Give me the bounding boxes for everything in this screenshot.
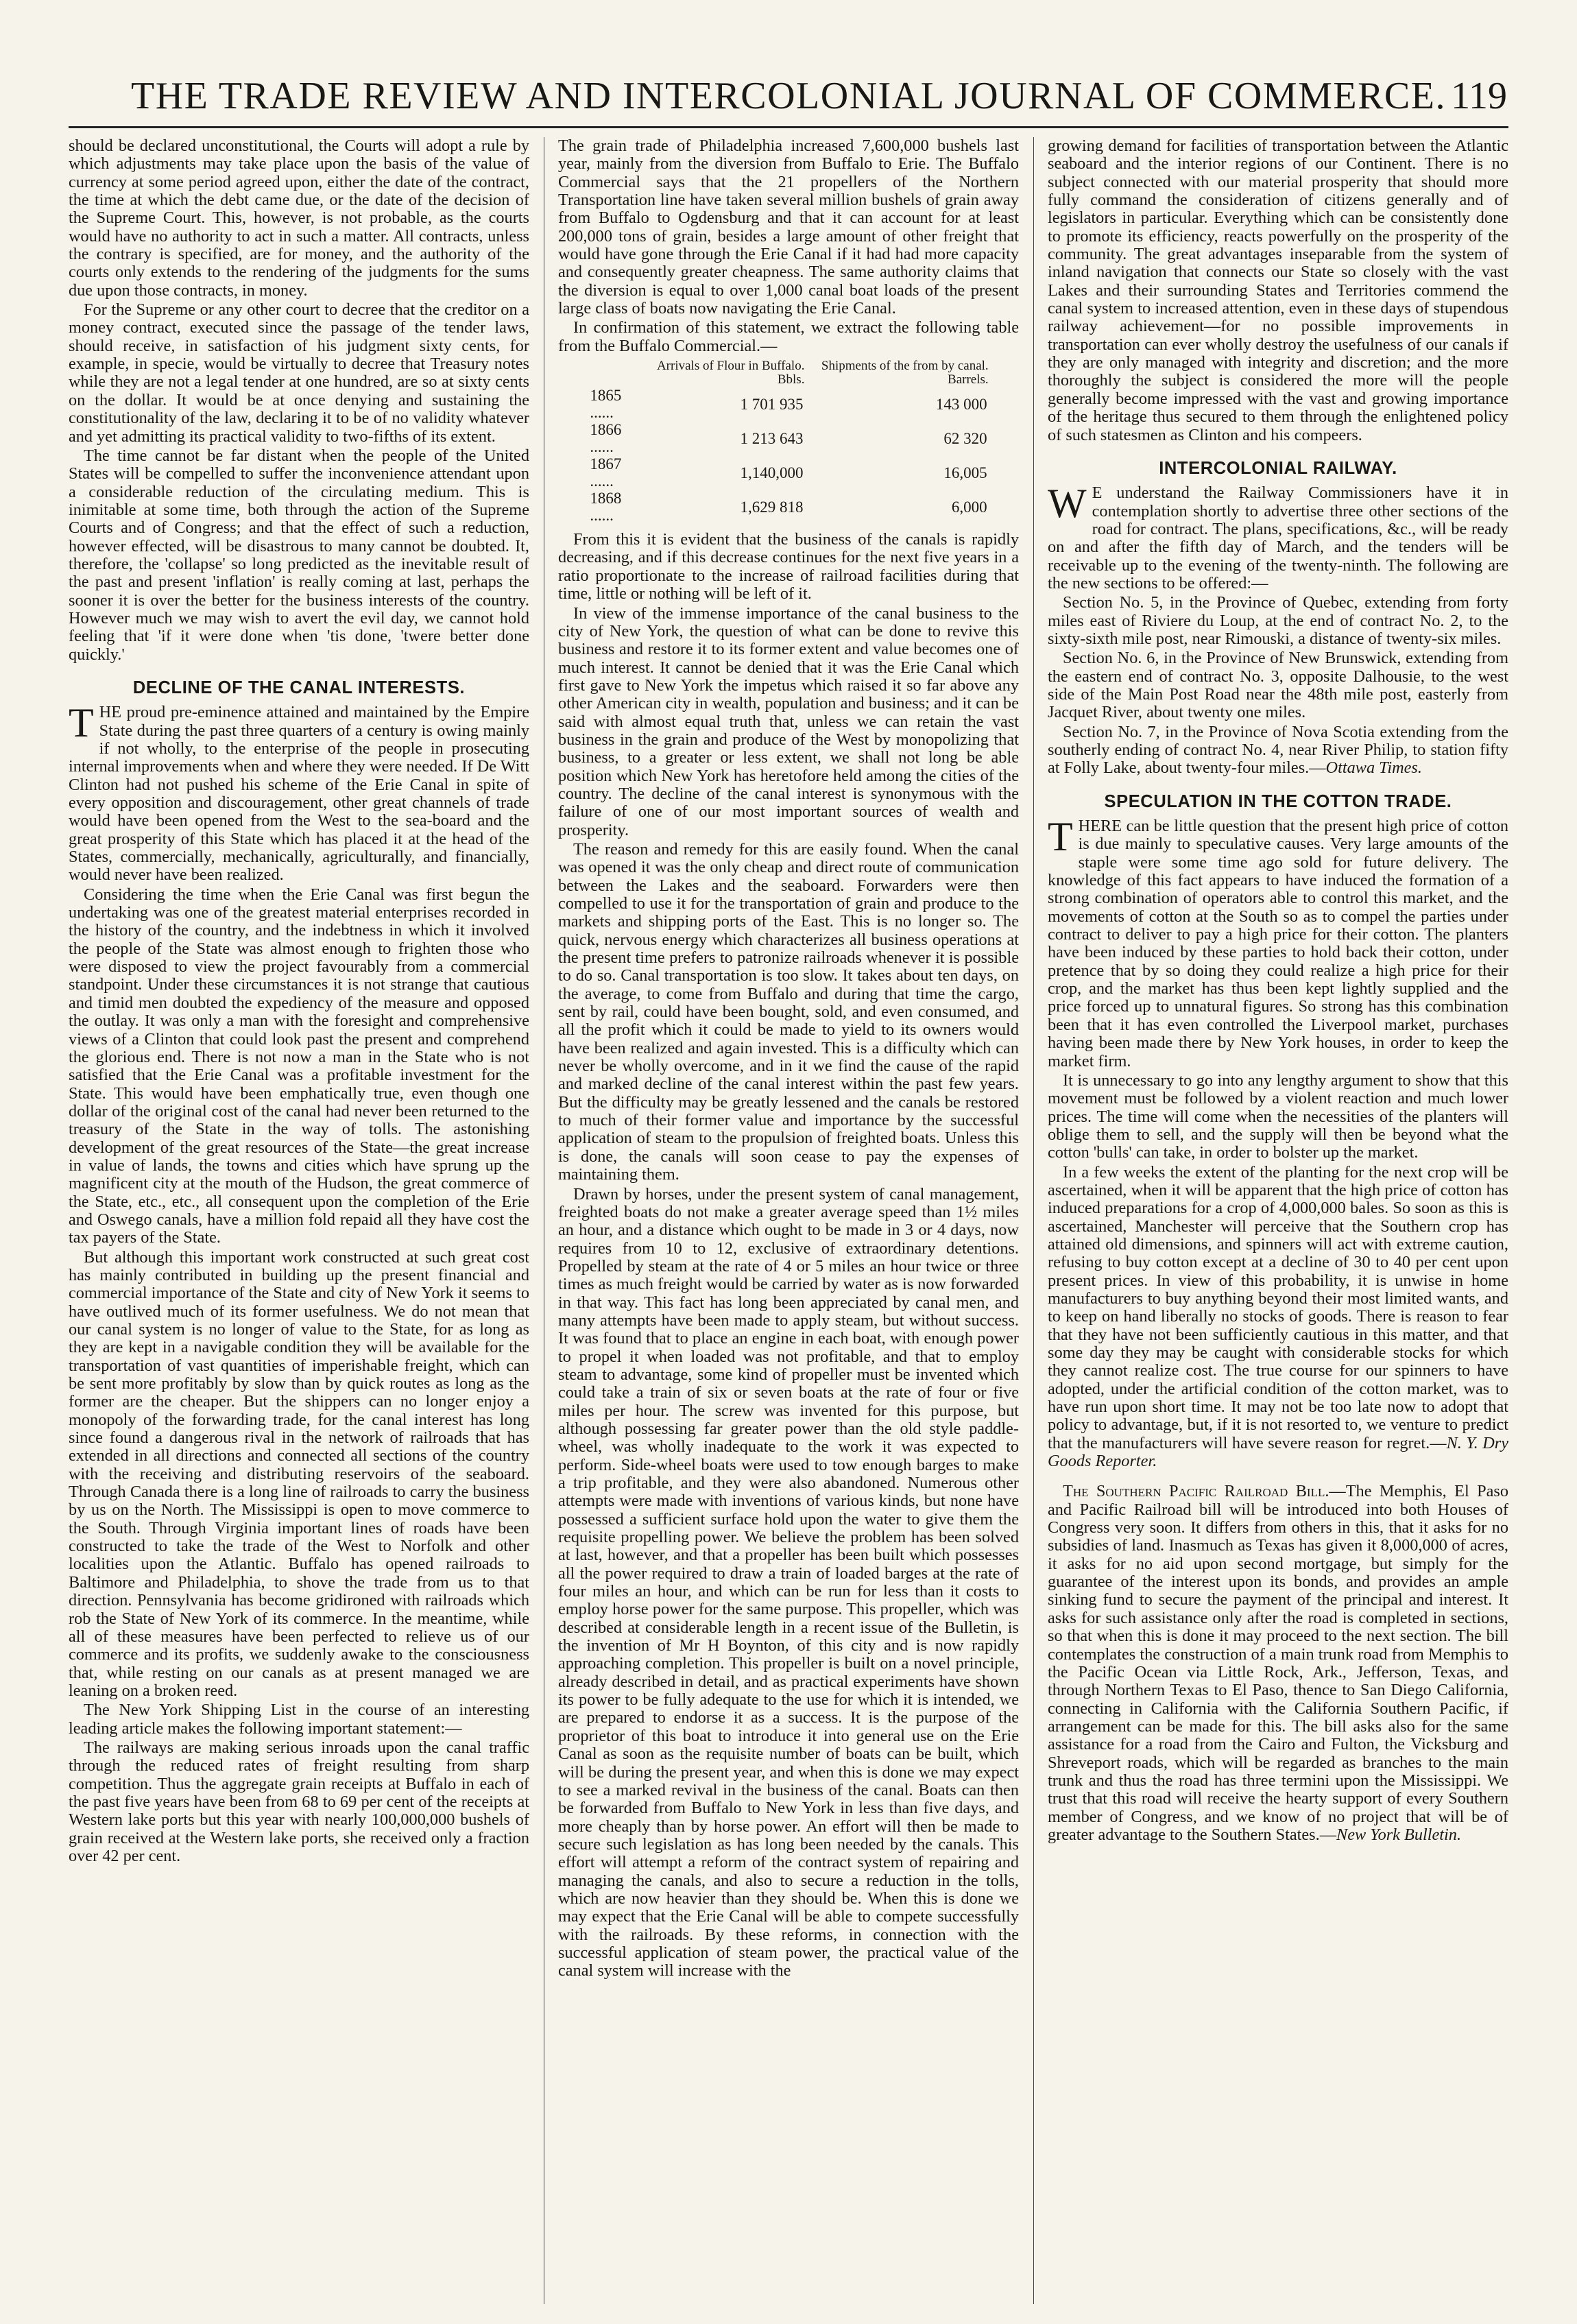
paragraph-text: In a few weeks the extent of the planting for the next crop will be ascertained, when it will be apparent that the high price of cotton has induced preparations for a crop of 4,000,000 bales. So soon as this is ascertained, Manchester will perceive that the Southern crop has attained old dimensions, and spinners will act with extreme caution, refusing to buy cotton except at a decline of 30 to 40 per cent upon present prices. In view of this probability, it is unwise in home manufacturers to buy anything beyond their most limited wants, and to keep on hand liberally no stocks of goods. There is reason to fear that they have not been sufficiently cautious in this matter, and that some day they may be caught with considerable stocks for which they cannot realize cost. The true course for our spinners to have adopted, under the artificial condition of the cotton market, was to have run upon short time. It may not be too late now to adopt that policy to advantage, but, if it is not resorted to, we venture to predict that the manufacturers will have severe reason for regret.—: [1048, 1162, 1508, 1452]
paragraph-text: —The Memphis, El Paso and Pacific Railroad bill will be introduced into both Houses of Congress very soon. It differs from others in this, that it asks for no subsidies of land. Inasmuch as Texas has given it 8,000,000 of acres, it asks for no aid upon second mortgage, but simply for the guarantee of the interest upon its bonds, and provides an ample sinking fund to secure the payment of the principal and interest. It asks for such assistance only after the road is completed in sections, so that when this is done it may proceed to the next section. The bill contemplates the construction of a main trunk road from Memphis to the Pacific Ocean via Little Rock, Ark., Jefferson, Texas, and through Northern Texas to El Paso, thence to San Diego California, connecting in California with the California Southern Pacific, if arrangement can be made for this. The bill asks also for the same assistance for a road from the Cairo and Fulton, the Vicksburg and Shreveport roads, which will be regarded as branches to the main trunk and thus the road has three termini upon the Mississippi. We trust that this road will receive the hearty support of every Southern member of Congress, and we know of no project that will be of greater advantage to the Southern States.—: [1048, 1482, 1508, 1844]
table-row: [586, 490, 991, 524]
heading-canal-interests: DECLINE OF THE CANAL INTERESTS.: [132, 678, 466, 697]
paragraph-text: HERE can be little question that the present high price of cotton is due mainly to speculative causes. Very large amounts of the staple were some time ago sold for future delivery. The knowledge of this fact appears to have induced the formation of a strong combination of operators able to control this market, and the movements of cotton at the South so as to compel the parties under contract to deliver to pay a high price for their cotton. The planters have been induced by these parties to hold back their cotton, under pretence that by so doing they could realize a high price for their crop, and the market has thus been kept lightly supplied and the price forced up to unnatural figures. So strong has this combination been that it has even controlled the Liverpool market, purchases having been made there by New York houses, in order to keep the market firm.: [1048, 817, 1508, 1070]
paragraph: The New York Shipping List in the course of an interesting leading article makes the following important statement:—: [69, 1701, 529, 1738]
paragraph: Section No. 6, in the Province of New Brunswick, extending from the eastern end of contract No. 3, opposite Dalhousie, to the west side of the Main Post Road near the 48th mile post, easterly from Jacquet River, about twenty one miles.: [1048, 649, 1508, 722]
table-cell: 1 213 643: [740, 429, 804, 447]
table-header: [586, 359, 647, 387]
source-attribution: New York Bulletin.: [1336, 1825, 1462, 1844]
brief-lead: The Southern Pacific Railroad Bill.: [1063, 1482, 1329, 1501]
paragraph-text: Section No. 7, in the Province of Nova Scotia extending from the southerly ending of contract No. 4, near River Philip, to station fifty at Folly Lake, about twenty-four miles.—: [1048, 722, 1508, 778]
table-row: [586, 421, 991, 455]
paragraph: Considering the time when the Erie Canal was first begun the undertaking was one of the greatest material enterprises recorded in the history of the country, and the indebtness in which it involved the people of the State was almost enough to frighten those who were disposed to view the project favourably from a commercial standpoint. Under these circumstances it is not strange that cautious and timid men doubted the expediency of the measure and opposed the outlay. It was only a man with the foresight and comprehensive views of a Clinton that could look past the present and comprehend the glorious end. There is not now a man in the State who is not satisfied that the Erie Canal was a profitable investment for the State. This would have been emphatically true, even though one dollar of the original cost of the canal had never been returned to the treasury of the State in the way of tolls. The astonishing development of the great resources of the State—the great increase in value of lands, the towns and cities which have sprung up the magnificent city at the mouth of the Hudson, the great commerce of the State, etc., etc., all consequent upon the completion of the Erie and Oswego canals, have a million fold repaid all they have cost the tax payers of the State.: [69, 885, 529, 1247]
table-cell: 1 701 935: [740, 395, 804, 413]
paragraph: In confirmation of this statement, we extract the following table from the Buffalo Commercial.—: [558, 318, 1019, 355]
column-1: [69, 137, 529, 2304]
column-3: [1048, 137, 1508, 2304]
drop-cap: W: [1048, 481, 1087, 527]
paragraph: From this it is evident that the business of the canals is rapidly decreasing, and if this decrease continues for the next five years in a ratio proportionate to the increase of railroad facilities during that time, little or nothing will be left of it.: [558, 530, 1019, 603]
paragraph: But although this important work constructed at such great cost has mainly contributed in building up the present financial and commercial importance of the State and city of New York it seems to have outlived much of its former usefulness. We do not mean that our canal system is no longer of value to the State, for as long as they are kept in a navigable condition they will be available for the transportation of vast quantities of imperishable freight, which can be sent more profitably by slow than by quick routes as long as the former are the cheaper. But the shippers can no longer enjoy a monopoly of the forwarding trade, for the canal interest has long since found a dangerous rival in the network of railroads that has extended in all directions and connected all sections of the country with the receiving and distributing reservoirs of the seaboard. Through Canada there is a long line of railroads to carry the business by us on the North. The Mississippi is open to move commerce to the South. Through Virginia important lines of roads have been constructed to take the trade of the West to Norfolk and other localities upon the Atlantic. Buffalo has opened railroads to Baltimore and Philadelphia, to shove the trade from us to that direction. Pennsylvania has become gridironed with railroads which rob the State of New York of its commerce. In the meantime, while all of these measures have been perfected to relieve us of our commerce and its profits, we suddenly awake to the consciousness that, while resting on our canals as at present managed we are leaning on a broken reed.: [69, 1247, 529, 1700]
table-cell: 6,000: [951, 498, 987, 516]
paragraph: Section No. 5, in the Province of Quebec, extending from forty miles east of Riviere du Loup, at the end of contract No. 2, to the sixty-sixth mile post, near Rimouski, a distance of twenty-six miles.: [1048, 593, 1508, 648]
heading-intercolonial-railway: INTERCOLONIAL RAILWAY.: [1159, 458, 1397, 478]
table-cell: 1866 ......: [590, 421, 622, 456]
paragraph: It is unnecessary to go into any lengthy argument to show that this movement must be followed by a violent reaction and much lower prices. The time will come when the necessities of the planters will oblige them to sell, and the supply will then be beyond what the cotton 'bulls' can take, in order to bolster up the market.: [1048, 1070, 1508, 1162]
paragraph: [1048, 723, 1508, 778]
table-cell: 16,005: [943, 464, 987, 481]
paragraph: For the Supreme or any other court to decree that the creditor on a money contract, executed since the passage of the tender laws, should receive, in satisfaction of his judgment sixty cents, for example, in specie, would be virtually to decree that Treasury notes while they are not a legal tender at one hundred, are so at sixty cents on the dollar. It would be at once denying and sustaining the constitutionality of the law, declaring it to be of no validity whatever and yet admitting its practical validity to two-fifths of its extent.: [69, 300, 529, 446]
table-header: Shipments of the from by canal. Barrels.: [821, 359, 989, 387]
heading-cotton-speculation: SPECULATION IN THE COTTON TRADE.: [1104, 791, 1452, 811]
article-columns: [69, 137, 1508, 2304]
paragraph: [1048, 814, 1508, 1070]
drop-cap: T: [69, 700, 94, 746]
source-attribution: Ottawa Times.: [1325, 758, 1422, 778]
paragraph: [1048, 1164, 1508, 1471]
paragraph: [1048, 481, 1508, 592]
drop-cap: T: [1048, 814, 1073, 860]
journal-title: THE TRADE REVIEW AND INTERCOLONIAL JOURNAL OF COMMERCE.: [130, 75, 1446, 117]
column-divider: [1033, 137, 1034, 2304]
paragraph: growing demand for facilities of transportation between the Atlantic seaboard and the interior regions of our Continent. There is no subject connected with our material prosperity that should more fully command the consideration of citizens generally and of legislators in particular. Everything which can be consistently done to promote its efficiency, reacts powerfully on the prosperity of the community. The great advantages inseparable from the system of inland navigation that connects our State so closely with the vast Lakes and their surrounding States and Territories commend the canal system to increased attention, even in these days of stupendous railway achievement—for no possible improvements in transportation can ever wholly destroy the usefulness of our canals if they are only managed with integrity and discretion; and the more thoroughly the subject is considered the more will the people generally become impressed with the vast and growing importance of the heritage thus secured to them through the enlightened policy of such statesmen as Clinton and his compeers.: [1048, 137, 1508, 444]
table-row: [586, 455, 991, 490]
paragraph: The grain trade of Philadelphia increased 7,600,000 bushels last year, mainly from the diversion from Buffalo to Erie. The Buffalo Commercial says that the 21 propellers of the Northern Transportation line have taken several million bushels of grain away from Buffalo to Ogdensburg and that it can account for at least 200,000 tons of grain, besides a large amount of other freight that would have gone through the Erie Canal if it had had more capacity and consequently greater cheapness. The same authority claims that the diversion is equal to over 1,000 canal boat loads of the present large class of boats now navigating the Erie Canal.: [558, 137, 1019, 318]
paragraph: The railways are making serious inroads upon the canal traffic through the reduced rates of freight resulting from sharp competition. Thus the aggregate grain receipts at Buffalo in each of the past five years have been from 68 to 69 per cent of the receipts at Western lake ports but this year with nearly 100,000,000 bushels of grain received at the Western lake ports, she received only a fraction over 42 per cent.: [69, 1738, 529, 1865]
page-number: 119: [1451, 75, 1507, 117]
paragraph: The reason and remedy for this are easily found. When the canal was opened it was the only cheap and direct route of communication between the Lakes and the seaboard. Forwarders were then compelled to use it for the transportation of grain and produce to the markets and shipping ports of the East. This is no longer so. The quick, nervous energy which characterizes all business operations at the present time prefers to patronize railroads whenever it is possible to do so. Canal transportation is too slow. It takes about ten days, on the average, to come from Buffalo and during that time the cargo, sent by rail, could have been bought, sold, and even consumed, and all the profit which it could be made to yield to its owners would have been realized and again invested. This is a difficulty which can never be wholly overcome, and in it we find the cause of the rapid and marked decline of the canal interest within the past few years. But the difficulty may be greatly lessened and the canals be restored to much of their former value and importance by the successful application of steam to the propulsion of freighted boats. Unless this is done, the canals will soon cease to pay the expenses of maintaining them.: [558, 839, 1019, 1184]
paragraph: In view of the immense importance of the canal business to the city of New York, the question of what can be done to revive this business and restore it to its former extent and value becomes one of much interest. It cannot be denied that it was the Erie Canal which first gave to New York the impetus which raised it so far above any other American city in wealth, population and business; and it can be said with almost equal truth that, unless we can retain the vast business in the grain and produce of the West by monopolizing that business, to a greater or less extent, we shall not long be able position which New York has heretofore held among the cities of the country. The decline of the canal interest is synonymous with the failure of one of our most important sources of wealth and prosperity.: [558, 603, 1019, 839]
table-cell: 1868 ......: [590, 490, 622, 525]
table-header-row: [586, 359, 991, 387]
table-cell: 1,140,000: [740, 464, 804, 481]
paragraph: should be declared unconstitutional, the Courts will adopt a rule by which adjustments may take place upon the basis of the value of currency at some period agreed upon, either the date of the contract, the time at which the debt came due, or the date of the decision of the Supreme Court. This, however, is not probable, as the courts would have no authority to act in such a matter. All contracts, unless the contrary is specified, are for money, and the authority of the courts only extends to the rendering of the judgments for the sums due upon those contracts, in money.: [69, 137, 529, 300]
source-attribution: N. Y. Dry Goods Reporter.: [1048, 1433, 1508, 1471]
paragraph-text: E understand the Railway Commissioners have it in contemplation shortly to advertise three other sections of the road for contract. The plans, specifications, &c., will be ready on and after the fifth day of March, and the tenders will be receivable up to the evening of the twenty-ninth. The following are the new sections to be offered:—: [1048, 483, 1508, 592]
paragraph: Drawn by horses, under the present system of canal management, freighted boats do not make a greater average speed than 1½ miles an hour, and a distance which ought to be made in 3 or 4 days, now requires from 10 to 12, exclusive of extraordinary detentions. Propelled by steam at the rate of 4 or 5 miles an hour twice or three times as much freight would be carried by water as is now forwarded in that way. This fact has long been appreciated by canal men, and many attempts have been made to apply steam, but without success. It was found that to place an engine in each boat, with enough power to propel it when loaded was not profitable, and that to employ steam to advantage, some kind of propeller must be invented which could take a train of six or seven boats at the rate of four or five miles per hour. The screw was invented for this purpose, but although possessing far greater power than the old style paddle-wheel, was wholly inadequate to the work it was expected to perform. Side-wheel boats were used to tow enough barges to make a trip profitable, and they were also abandoned. Numerous other attempts were made with inventions of various kinds, but none have possessed a sufficient surface hold upon the water to give them the requisite propelling power. We believe the problem has been solved at last, however, and that a propeller has been built which possesses all the power required to draw a train of loaded barges at the rate of four miles an hour, and which can be run for less than it costs to employ horse power for the same purpose. This propeller, which was described at considerable length in a recent issue of the Bulletin, is the invention of Mr H Boynton, of this city and is now rapidly approaching completion. This propeller is built on a novel principle, already described in detail, and as practical experiments have shown its power to be fully adequate to the use for which it is intended, we are prepared to endorse it as a success. It is the purpose of the proprietor of this boat to introduce it into general use on the Erie Canal as soon as the requisite number of boats can be built, which will be during the present year, and when this is done we may expect to see a marked revival in the business of the canal. Boats can then be forwarded from Buffalo to New York in less than five days, and more cheaply than by horse power. An effort will then be made to secure such legislation as has long been needed by the canals. This effort will attempt a reform of the contract system of repairing and managing the canals, and also to secure a reduction in the tolls, which are now heavier than they should be. When this is done we may expect that the Erie Canal will be able to compete successfully with the railroads. By these reforms, in connection with the successful application of steam power, the practical value of the canal system will increase with the: [558, 1184, 1019, 1980]
table-header: Arrivals of Flour in Buffalo. Bbls.: [656, 359, 805, 387]
paragraph: [1048, 1483, 1508, 1844]
table-cell: 143 000: [935, 395, 987, 413]
flour-arrivals-table: [586, 359, 991, 524]
table-row: [586, 387, 991, 421]
paragraph: [69, 700, 529, 885]
table-cell: 62 320: [943, 429, 987, 447]
table-cell: 1867 ......: [590, 455, 622, 490]
column-2: [558, 137, 1019, 2304]
table-cell: 1,629 818: [740, 498, 804, 516]
paragraph: The time cannot be far distant when the people of the United States will be compelled to suffer the inconvenience attendant upon a considerable reduction of the circulating medium. This is inimitable at some time, both through the action of the Supreme Courts and of Congress; and that the effect of such a reduction, however effected, will be disastrous to many cannot be doubted. It, therefore, the 'collapse' so long predicted as the inevitable result of the past and present 'inflation' is really coming at last, perhaps the sooner it is over the better for the business interests of the country. However much we may wish to avert the evil day, we cannot hold feeling that 'if it were done when 'tis done, 'twere better done quickly.': [69, 446, 529, 664]
paragraph-text: HE proud pre-eminence attained and maintained by the Empire State during the past three quarters of a century is owing mainly if not wholly, to the enterprise of the people in prosecuting internal improvements when and where they were needed. If De Witt Clinton had not pushed his scheme of the Erie Canal in spite of every opposition and discouragement, other great channels of trade would have been opened from the West to the sea-board and the great prosperity of this State which has placed it at the head of the States, commercially, mechanically, agriculturally, and financially, would never have been realized.: [69, 703, 529, 885]
header-rule: [69, 126, 1508, 128]
table-cell: 1865 ......: [590, 387, 622, 422]
